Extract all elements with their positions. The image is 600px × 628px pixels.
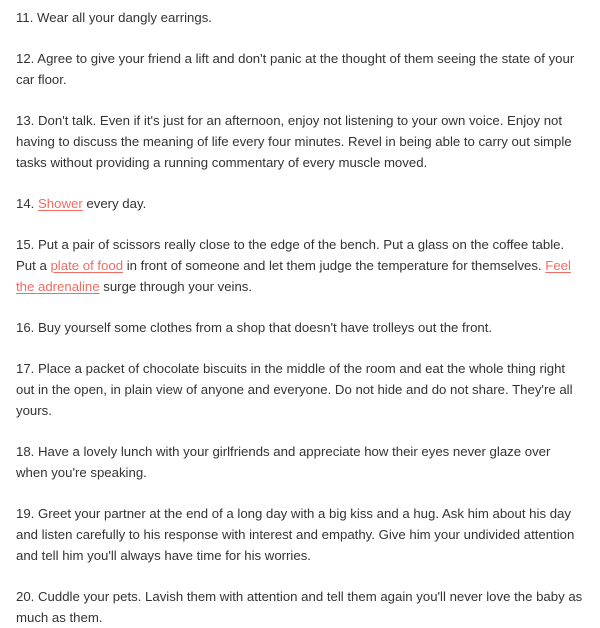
item-text: surge through your veins. — [99, 279, 253, 294]
list-item — [16, 48, 584, 90]
item-text: Don't talk. Even if it's just for an afternoon, enjoy not listening to your own voice. Enjoy not having to discuss the meaning of life every four minutes. Revel in being able to carry out simple tasks without providing a running commentary of every muscle moved. — [16, 113, 572, 170]
item-number: 13. — [16, 113, 35, 128]
list-item — [16, 193, 584, 214]
item-number: 19. — [16, 506, 35, 521]
item-number: 15. — [16, 237, 35, 252]
item-text: Agree to give your friend a lift and don't panic at the thought of them seeing the state of your car floor. — [16, 51, 575, 87]
plate-of-food-link[interactable]: plate of food — [50, 258, 124, 273]
list-item — [16, 358, 584, 421]
item-number: 18. — [16, 444, 35, 459]
item-text: Cuddle your pets. Lavish them with attention and tell them again you'll never love the baby as much as them. — [16, 589, 583, 625]
item-text: Have a lovely lunch with your girlfriends and appreciate how their eyes never glaze over when you're speaking. — [16, 444, 551, 480]
item-text: in front of someone and let them judge the temperature for themselves. — [123, 258, 546, 273]
list-item — [16, 0, 584, 28]
item-text: Place a packet of chocolate biscuits in the middle of the room and eat the whole thing right out in the open, in plain view of anyone and everyone. Do not hide and do not share. They're all yours. — [16, 361, 573, 418]
list-item — [16, 586, 584, 628]
item-text: Wear all your dangly earrings. — [37, 10, 212, 25]
item-number: 17. — [16, 361, 35, 376]
item-number: 16. — [16, 320, 35, 335]
list-item — [16, 503, 584, 566]
item-text: Greet your partner at the end of a long day with a big kiss and a hug. Ask him about his day and listen carefully to his response with interest and empathy. Give him your undivided attention and tell him you'll always have time for his worries. — [16, 506, 575, 563]
shower-link[interactable]: Shower — [38, 196, 83, 211]
list-item — [16, 110, 584, 173]
article-body — [16, 0, 584, 628]
list-item — [16, 441, 584, 483]
item-text: Buy yourself some clothes from a shop that doesn't have trolleys out the front. — [38, 320, 493, 335]
item-text: every day. — [82, 196, 147, 211]
item-text: Put a pair of scissors really close to the edge of the bench. Put a glass on the coffee table. Put a — [16, 237, 565, 273]
item-number: 12. — [16, 51, 35, 66]
item-number: 14. — [16, 196, 35, 211]
list-item — [16, 317, 584, 338]
item-number: 20. — [16, 589, 35, 604]
item-number: 11. — [16, 10, 34, 25]
feel-the-adrenaline-link[interactable]: Feel the adrenaline — [16, 258, 571, 294]
list-item — [16, 234, 584, 297]
